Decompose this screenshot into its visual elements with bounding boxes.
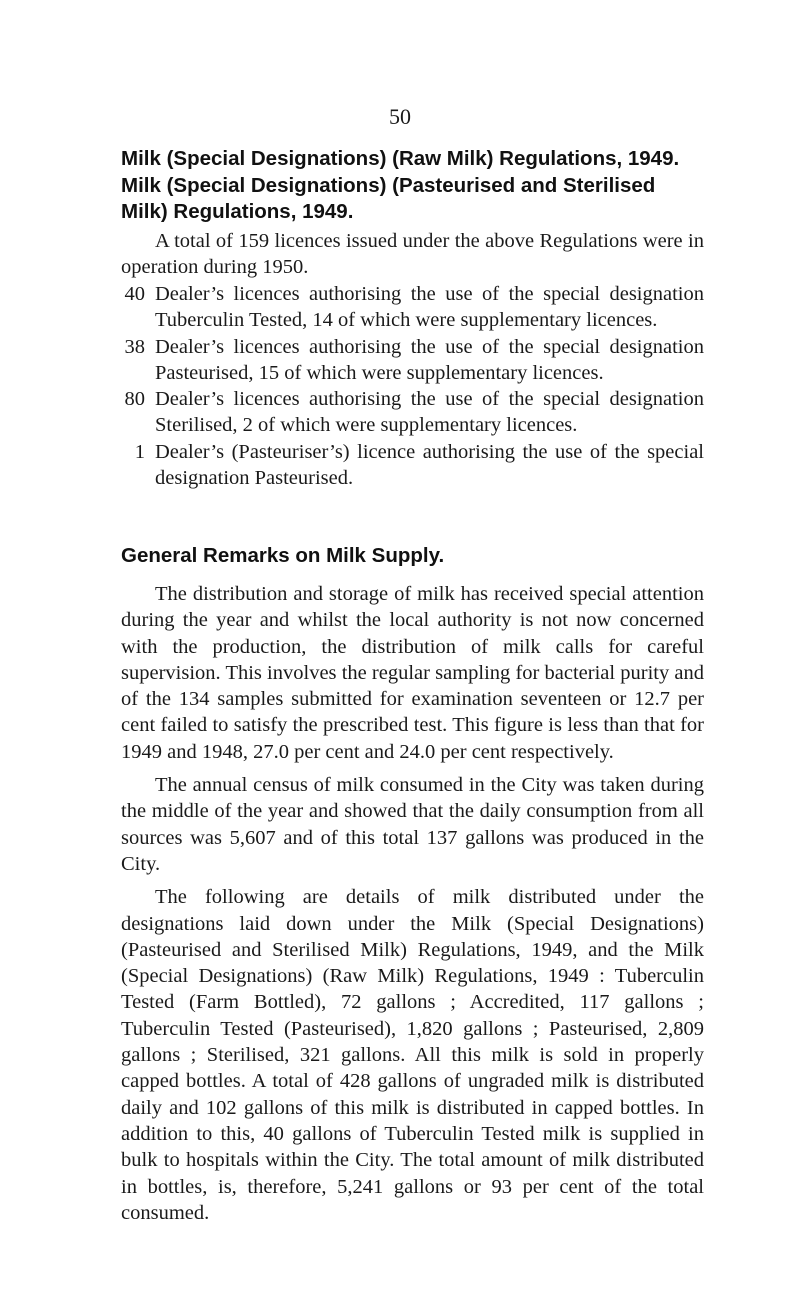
remarks-paragraph: The distribution and storage of milk has received special attention during the year and whilst the local authority is not now concerned with the production, the distribution of milk calls for careful supervision. This involves the regular sampling for bacterial purity and of the 134 samples submitted for examination seventeen or 12.7 per cent failed to satisfy the prescribed test. This figure is less than that for 1949 and 1948, 27.0 per cent and 24.0 per cent respectively.: [121, 583, 704, 763]
remarks-paragraph: The annual census of milk consumed in the City was taken during the middle of the year and showed that the daily consumption from all sources was 5,607 and of this total 137 gallons was produced in the City.: [121, 774, 704, 875]
licence-description: Dealer’s (Pasteuriser’s) licence authorising the use of the special designation Pasteurised.: [155, 440, 704, 490]
licence-count: 1: [134, 440, 145, 463]
page-number: 50: [389, 104, 411, 129]
licence-count: 40: [124, 283, 145, 305]
licence-item: [121, 439, 704, 492]
regulations-heading-line: Milk) Regulations, 1949.: [121, 200, 354, 223]
regulations-heading-line: Milk (Special Designations) (Raw Milk) Regulations, 1949.: [121, 147, 680, 170]
regulations-heading-line: Milk (Special Designations) (Pasteurised and Sterilised: [121, 173, 656, 197]
general-remarks-body: [121, 581, 704, 1233]
regulations-heading: [121, 146, 701, 226]
licences-intro-paragraph: A total of 159 licences issued under the above Regulations were in operation during 1950.: [121, 230, 704, 279]
licence-item: [121, 386, 704, 439]
licence-description: Dealer’s licences authorising the use of the special designation Sterilised, 2 of which were supplementary licences.: [155, 388, 704, 437]
licence-item: [121, 281, 704, 334]
licence-description: Dealer’s licences authorising the use of the special designation Pasteurised, 15 of which were supplementary licences.: [155, 335, 704, 384]
licence-count: 38: [124, 335, 145, 358]
general-remarks-heading: General Remarks on Milk Supply.: [121, 544, 445, 567]
licence-count: 80: [124, 388, 145, 411]
licence-description: Dealer’s licences authorising the use of the special designation Tuberculin Tested, 14 of which were supplementary licences.: [155, 283, 704, 332]
licence-item: [121, 334, 704, 387]
remarks-paragraph: The following are details of milk distributed under the designations laid down under the Milk (Special Designations) (Pasteurised and Sterilised Milk) Regulations, 1949, and the Milk (Special Designations) (Raw Milk) Regulations, 1949 : Tuberculin Tested (Farm Bottled), 72 gallons ; Accredited, 117 gallons ; Tuberculin Tested (Pasteurised), 1,820 gallons ; Pasteurised, 2,809 gallons ; Sterilised, 321 gallons. All this milk is sold in properly capped bottles. A total of 428 gallons of ungraded milk is distributed daily and 102 gallons of this milk is distributed in capped bottles. In addition to this, 40 gallons of Tuberculin Tested milk is supplied in bulk to hospitals within the City. The total amount of milk distributed in bottles, is, therefore, 5,241 gallons or 93 per cent of the total consumed.: [121, 886, 704, 1224]
licence-list: [121, 281, 704, 491]
